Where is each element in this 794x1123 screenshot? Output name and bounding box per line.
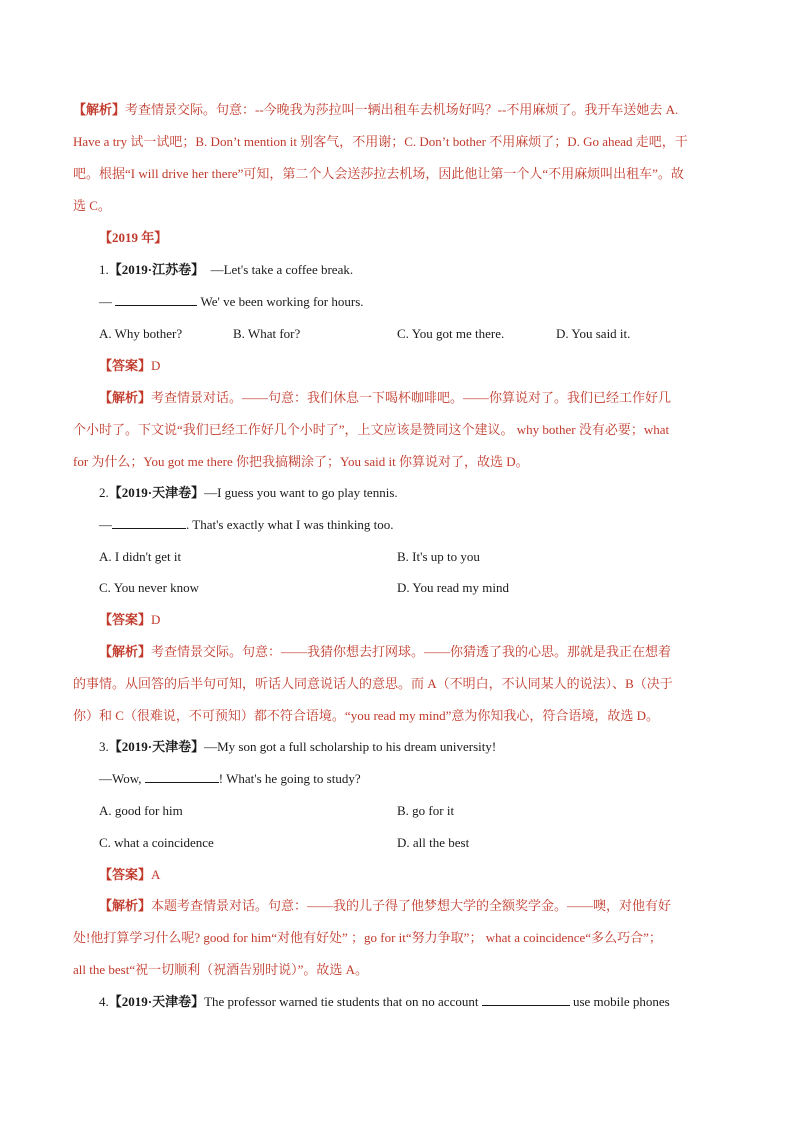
- analysis-tag: 【解析】: [99, 390, 152, 405]
- q2-number: 2.: [99, 485, 109, 500]
- intro-line-1: [73, 102, 678, 118]
- q3-analysis-text-1: 本题考查情景对话。句意：——我的儿子得了他梦想大学的全额奖学金。——噢，对他有好: [151, 898, 672, 913]
- q1-reply: [99, 294, 364, 310]
- q1-reply-text: We' ve been working for hours.: [200, 294, 364, 309]
- q2-analysis-text-1: 考查情景交际。句意：——我猜你想去打网球。——你猜透了我的心思。那就是我正在想着: [151, 644, 672, 659]
- q2-option-a: A. I didn't get it: [99, 549, 182, 564]
- q3-stem: [99, 739, 496, 755]
- q3-answer-value: A: [151, 867, 161, 882]
- q4-source: 【2019·天津卷】: [108, 994, 205, 1009]
- q2-analysis-2: 的事情。从回答的后半句可知，听话人同意说话人的意思。而 A（不明白，不认同某人的说法）、B（决于: [73, 676, 673, 691]
- q2-analysis-3: 你）和 C（很难说，不可预知）都不符合语境。“you read my mind”意为你知我心，符合语境，故选 D。: [73, 708, 660, 723]
- q2-reply: [99, 517, 394, 533]
- q1-analysis-text-1: 考查情景对话。——句意：我们休息一下喝杯咖啡吧。——你算说对了。我们已经工作好几: [151, 390, 672, 405]
- q3-option-d: D. all the best: [397, 835, 470, 850]
- q1-analysis-3: for 为什么；You got me there 你把我搞糊涂了；You said it 你算说对了，故选 D。: [73, 454, 529, 469]
- q3-source: 【2019·天津卷】: [108, 739, 205, 754]
- analysis-tag: 【解析】: [73, 102, 126, 117]
- q1-option-a: A. Why bother?: [99, 326, 183, 341]
- q2-analysis-1: [99, 644, 671, 660]
- analysis-tag: 【解析】: [99, 644, 152, 659]
- q2-answer-value: D: [151, 612, 161, 627]
- q1-option-c: C. You got me there.: [397, 326, 505, 341]
- q2-reply-text: . That's exactly what I was thinking too.: [186, 517, 394, 532]
- q2-stem-text: —I guess you want to go play tennis.: [204, 485, 398, 500]
- q3-analysis-3: all the best“祝一切顺利（祝酒告别时说）”。故选 A。: [73, 962, 368, 977]
- answer-tag: 【答案】: [99, 867, 152, 882]
- q3-stem-text: —My son got a full scholarship to his dream university!: [204, 739, 497, 754]
- q1-answer: [99, 358, 160, 374]
- q3-answer: [99, 867, 160, 883]
- q3-analysis-1: [99, 898, 671, 914]
- q2-option-c: C. You never know: [99, 580, 200, 595]
- q2-answer: [99, 612, 160, 628]
- q4-blank: [482, 994, 570, 1006]
- q2-option-d: D. You read my mind: [397, 580, 509, 595]
- q3-option-b: B. go for it: [397, 803, 455, 818]
- intro-line-2: Have a try 试一试吧；B. Don’t mention it 别客气，不用谢；C. Don’t bother 不用麻烦了；D. Go ahead 走吧，干: [73, 134, 688, 149]
- q1-option-d: D. You said it.: [556, 326, 631, 341]
- q2-stem: [99, 485, 398, 501]
- q1-analysis-2: 个小时了。下文说“我们已经工作好几个小时了”，上文应该是赞同这个建议。 why bother 没有必要；what: [73, 422, 670, 437]
- q1-number: 1.: [99, 262, 109, 277]
- q2-source: 【2019·天津卷】: [108, 485, 205, 500]
- q4-stem-pre: The professor warned tie students that on no account: [204, 994, 479, 1009]
- intro-text-1: 考查情景交际。句意：--今晚我为莎拉叫一辆出租车去机场好吗？--不用麻烦了。我开车送她去 A.: [125, 102, 679, 117]
- q1-option-b: B. What for?: [233, 326, 301, 341]
- q3-option-c: C. what a coincidence: [99, 835, 214, 850]
- q3-reply-pre: —Wow,: [99, 771, 142, 786]
- q4-number: 4.: [99, 994, 109, 1009]
- q4-stem-post: use mobile phones: [572, 994, 670, 1009]
- analysis-tag: 【解析】: [99, 898, 152, 913]
- q3-number: 3.: [99, 739, 109, 754]
- q3-option-a: A. good for him: [99, 803, 183, 818]
- answer-tag: 【答案】: [99, 358, 152, 373]
- q2-blank: [112, 517, 186, 529]
- q1-source: 【2019·江苏卷】: [108, 262, 205, 277]
- q3-reply: [99, 771, 361, 787]
- q1-answer-value: D: [151, 358, 161, 373]
- q3-blank: [145, 771, 219, 783]
- intro-line-3: 吧。根据“I will drive her there”可知，第二个人会送莎拉去机场，因此他让第一个人“不用麻烦叫出租车”。故: [73, 166, 684, 181]
- q3-reply-text: ! What's he going to study?: [218, 771, 361, 786]
- q3-analysis-2: 处!他打算学习什么呢? good for him“对他有好处” ；go for it“努力争取”； what a coincidence“多么巧合”；: [73, 930, 662, 945]
- q1-reply-dash: —: [99, 294, 112, 309]
- q1-blank: [115, 294, 197, 306]
- q1-stem: [99, 262, 353, 278]
- year-heading: 【2019 年】: [99, 230, 168, 245]
- intro-line-4: 选 C。: [73, 198, 111, 213]
- q1-analysis-1: [99, 390, 671, 406]
- q2-option-b: B. It's up to you: [397, 549, 480, 564]
- q1-stem-text: —Let's take a coffee break.: [210, 262, 354, 277]
- q4-stem: [99, 994, 670, 1010]
- q2-reply-dash: —: [99, 517, 112, 532]
- answer-tag: 【答案】: [99, 612, 152, 627]
